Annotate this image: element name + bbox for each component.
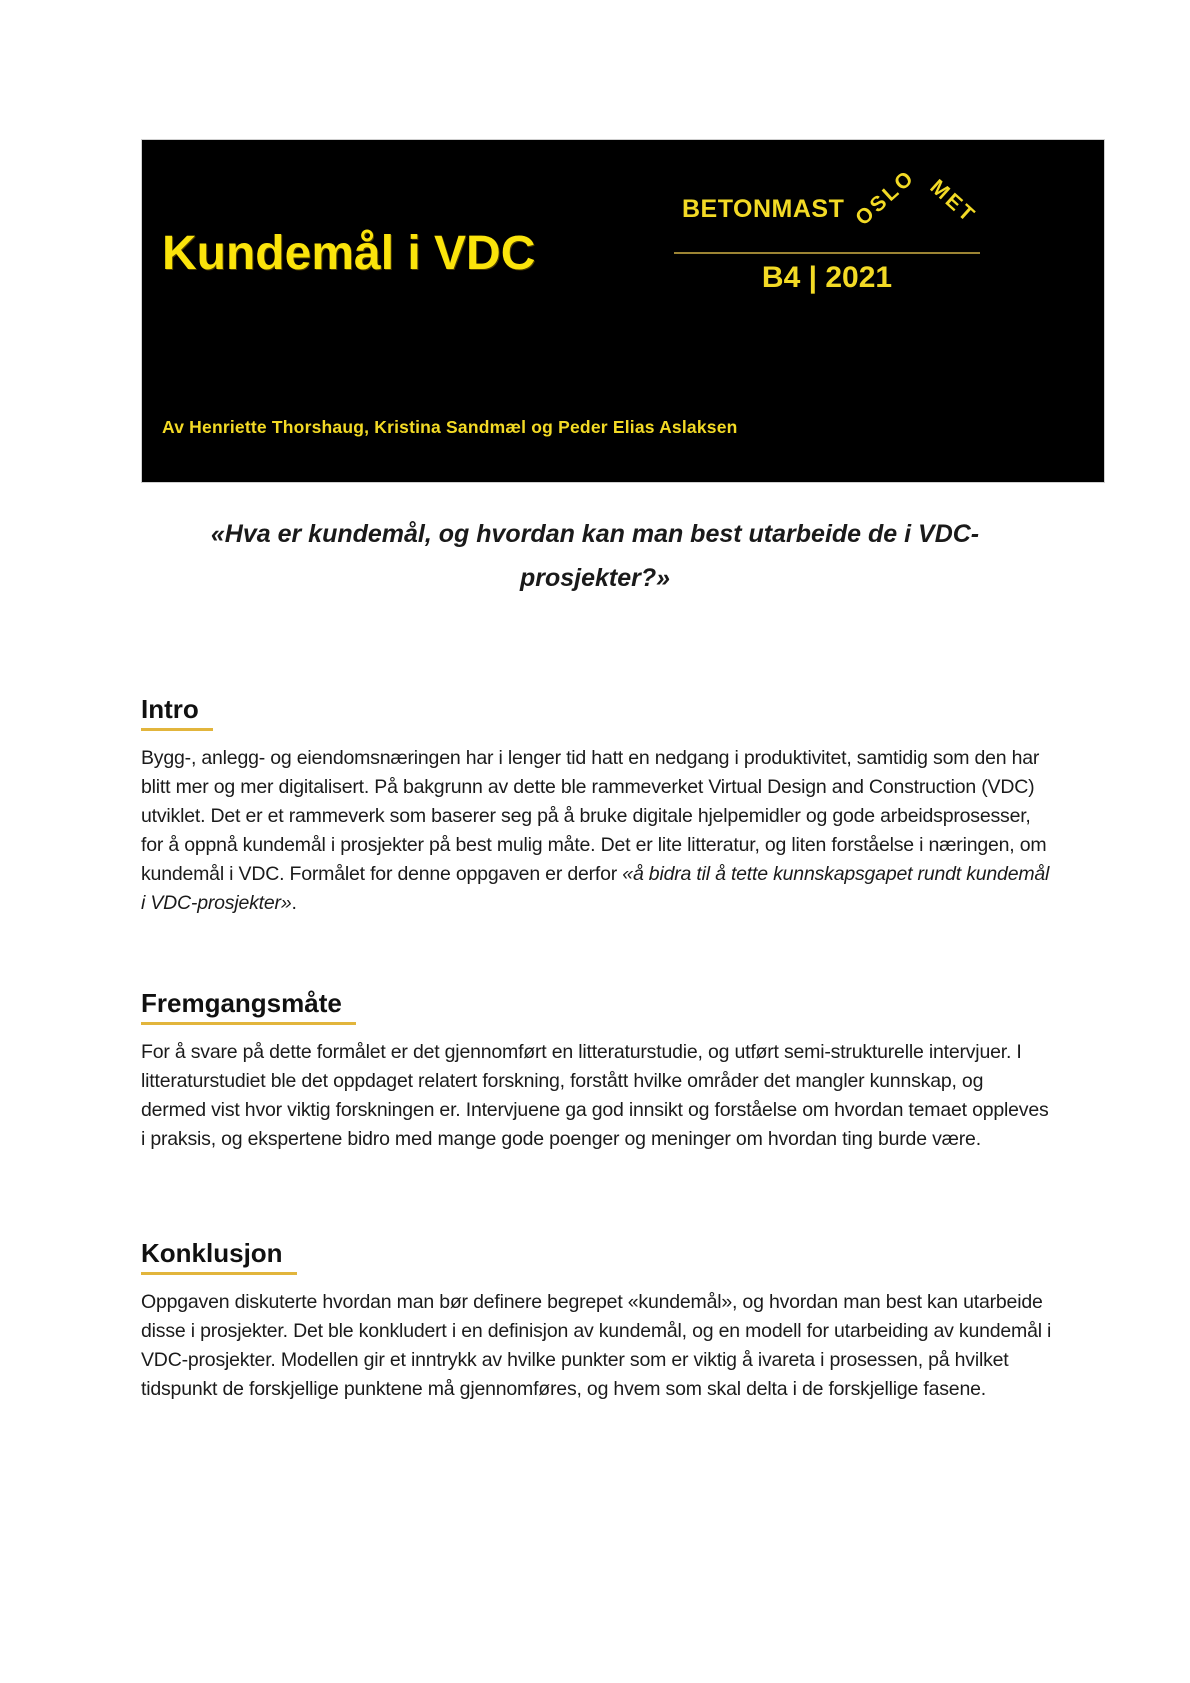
section-intro <box>141 694 1053 918</box>
intro-paragraph <box>141 744 1053 918</box>
oslomet-logo-descending-text: MET <box>925 175 981 229</box>
intro-text-italic: «å bidra til å tette kunnskapsgapet rundt kundemål i VDC-prosjekter» <box>141 863 1050 914</box>
research-question-line-2: prosjekter?» <box>519 564 671 592</box>
report-title: Kundemål i VDC <box>162 227 536 280</box>
fremgangsmate-paragraph: For å svare på dette formålet er det gjennomført en litteraturstudie, og utført semi-strukturelle intervjuer. I litteraturstudiet ble det oppdaget relatert forskning, forstått hvilke områder det mangler kunnskap, og dermed vist hvor viktig forskningen er. Intervjuene ga god innsikt og forståelse om hvordan temaet oppleves i praksis, og ekspertene bidro med mange gode poenger og meninger om hvordan ting burde være. <box>141 1041 1049 1150</box>
intro-text-suffix: . <box>291 892 297 914</box>
oslomet-logo <box>848 148 998 253</box>
section-fremgangsmate <box>141 988 1053 1154</box>
intro-heading: Intro <box>141 694 213 731</box>
konklusjon-heading: Konklusjon <box>141 1238 297 1275</box>
research-question <box>140 512 1050 600</box>
edition-label: B4 | 2021 <box>761 261 893 294</box>
fremgangsmate-heading: Fremgangsmåte <box>141 988 356 1025</box>
banner-divider-line <box>674 252 980 254</box>
title-banner <box>141 139 1105 483</box>
authors-line: Av Henriette Thorshaug, Kristina Sandmæl og Peder Elias Aslaksen <box>162 417 738 437</box>
betonmast-logo: BETONMAST <box>682 195 845 223</box>
oslomet-logo-ascending-text: OSLO <box>851 165 920 231</box>
section-konklusjon <box>141 1238 1053 1404</box>
intro-text-regular: Bygg-, anlegg- og eiendomsnæringen har i lenger tid hatt en nedgang i produktivitet, samtidig som den har blitt mer og mer digitalisert. På bakgrunn av dette ble rammeverket Virtual Design and Construction (VDC) utviklet. Det er et rammeverk som baserer seg på å bruke digitale hjelpemidler og gode arbeidsprosesser, for å oppnå kundemål i prosjekter på best mulig måte. Det er lite litteratur, og liten forståelse i næringen, om kundemål i VDC. Formålet for denne oppgaven er derfor <box>141 747 1047 885</box>
research-question-line-1: «Hva er kundemål, og hvordan kan man best utarbeide de i VDC- <box>210 520 980 548</box>
konklusjon-paragraph: Oppgaven diskuterte hvordan man bør definere begrepet «kundemål», og hvordan man best kan utarbeide disse i prosjekter. Det ble konkludert i en definisjon av kundemål, og en modell for utarbeiding av kundemål i VDC-prosjekter. Modellen gir et inntrykk av hvilke punkter som er viktig å ivareta i prosessen, på hvilket tidspunkt de forskjellige punktene må gjennomføres, og hvem som skal delta i de forskjellige fasene. <box>141 1291 1052 1400</box>
